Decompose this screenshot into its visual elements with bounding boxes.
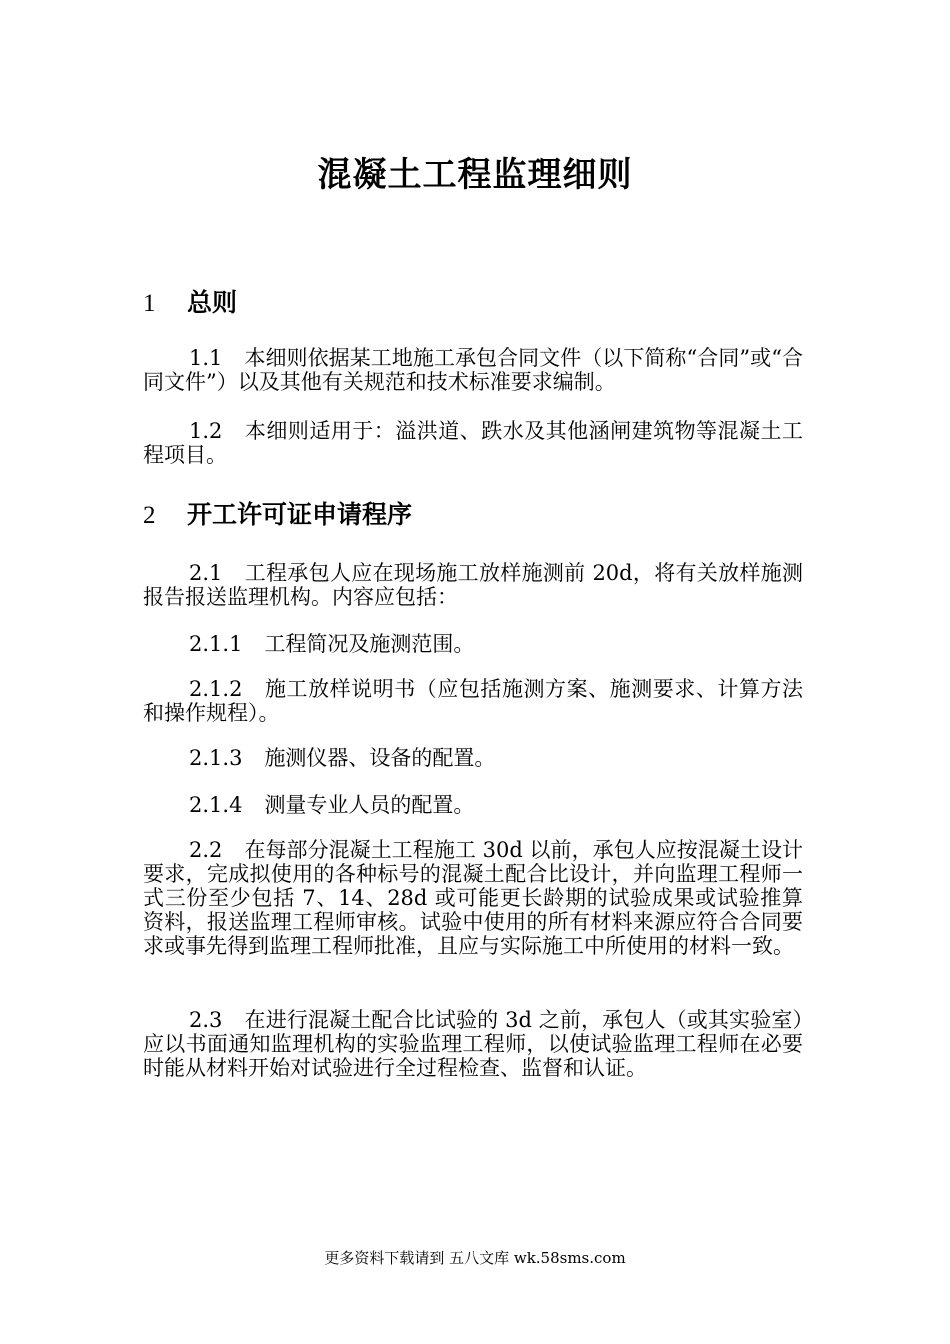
section-heading-2: [143, 497, 803, 534]
paragraph-number: 1.2: [189, 419, 223, 443]
paragraph-1-2: [143, 419, 803, 467]
paragraph-2-3: [143, 1008, 803, 1080]
section-number: 2: [143, 502, 156, 529]
paragraph-2-1-4: [143, 793, 803, 817]
paragraph-text: 本细则适用于：溢洪道、跌水及其他涵闸建筑物等混凝土工程项目。: [143, 419, 803, 467]
paragraph-text: 工程简况及施测范围。: [264, 632, 475, 656]
document-title: 混凝土工程监理细则: [317, 155, 633, 195]
paragraph-2-1: [143, 561, 803, 609]
paragraph-text: 施测仪器、设备的配置。: [264, 746, 496, 770]
paragraph-number: 1.1: [189, 346, 223, 370]
paragraph-2-1-1: [143, 632, 803, 656]
paragraph-number: 2.2: [189, 838, 223, 862]
section-title: 总则: [187, 288, 238, 317]
paragraph-number: 2.1.3: [189, 746, 243, 770]
page-footer: 更多资料下载请到 五八文库 wk.58sms.com: [324, 1249, 626, 1267]
section-heading-1: [143, 285, 803, 322]
paragraph-text: 本细则依据某工地施工承包合同文件（以下简称“合同”或“合同文件”）以及其他有关规范和技术标准要求编制。: [143, 346, 803, 394]
paragraph-number: 2.1.4: [189, 793, 243, 817]
paragraph-number: 2.1: [189, 561, 223, 585]
paragraph-text: 工程承包人应在现场施工放样施测前 20d，将有关放样施测报告报送监理机构。内容应包括：: [143, 561, 803, 609]
paragraph-number: 2.1.1: [189, 632, 243, 656]
section-number: 1: [143, 290, 156, 317]
paragraph-text: 测量专业人员的配置。: [264, 793, 475, 817]
paragraph-text: 在进行混凝土配合比试验的 3d 之前，承包人（或其实验室）应以书面通知监理机构的实验监理工程师，以使试验监理工程师在必要时能从材料开始对试验进行全过程检查、监督和认证。: [143, 1008, 803, 1080]
paragraph-2-2: [143, 838, 803, 958]
paragraph-2-1-2: [143, 677, 803, 725]
paragraph-1-1: [143, 346, 803, 394]
paragraph-number: 2.3: [189, 1008, 223, 1032]
paragraph-text: 在每部分混凝土工程施工 30d 以前，承包人应按混凝土设计要求，完成拟使用的各种标号的混凝土配合比设计，并向监理工程师一式三份至少包括 7、14、28d 或可能更长龄期的试验成果或试验推算资料，报送监理工程师审核。试验中使用的所有材料来源应符合合同要求或事先得到监理工程师批准，且应与实际施工中所使用的材料一致。: [143, 838, 803, 958]
paragraph-number: 2.1.2: [189, 677, 243, 701]
section-title: 开工许可证申请程序: [187, 500, 413, 529]
paragraph-2-1-3: [143, 746, 803, 770]
paragraph-text: 施工放样说明书（应包括施测方案、施测要求、计算方法和操作规程）。: [143, 677, 803, 725]
